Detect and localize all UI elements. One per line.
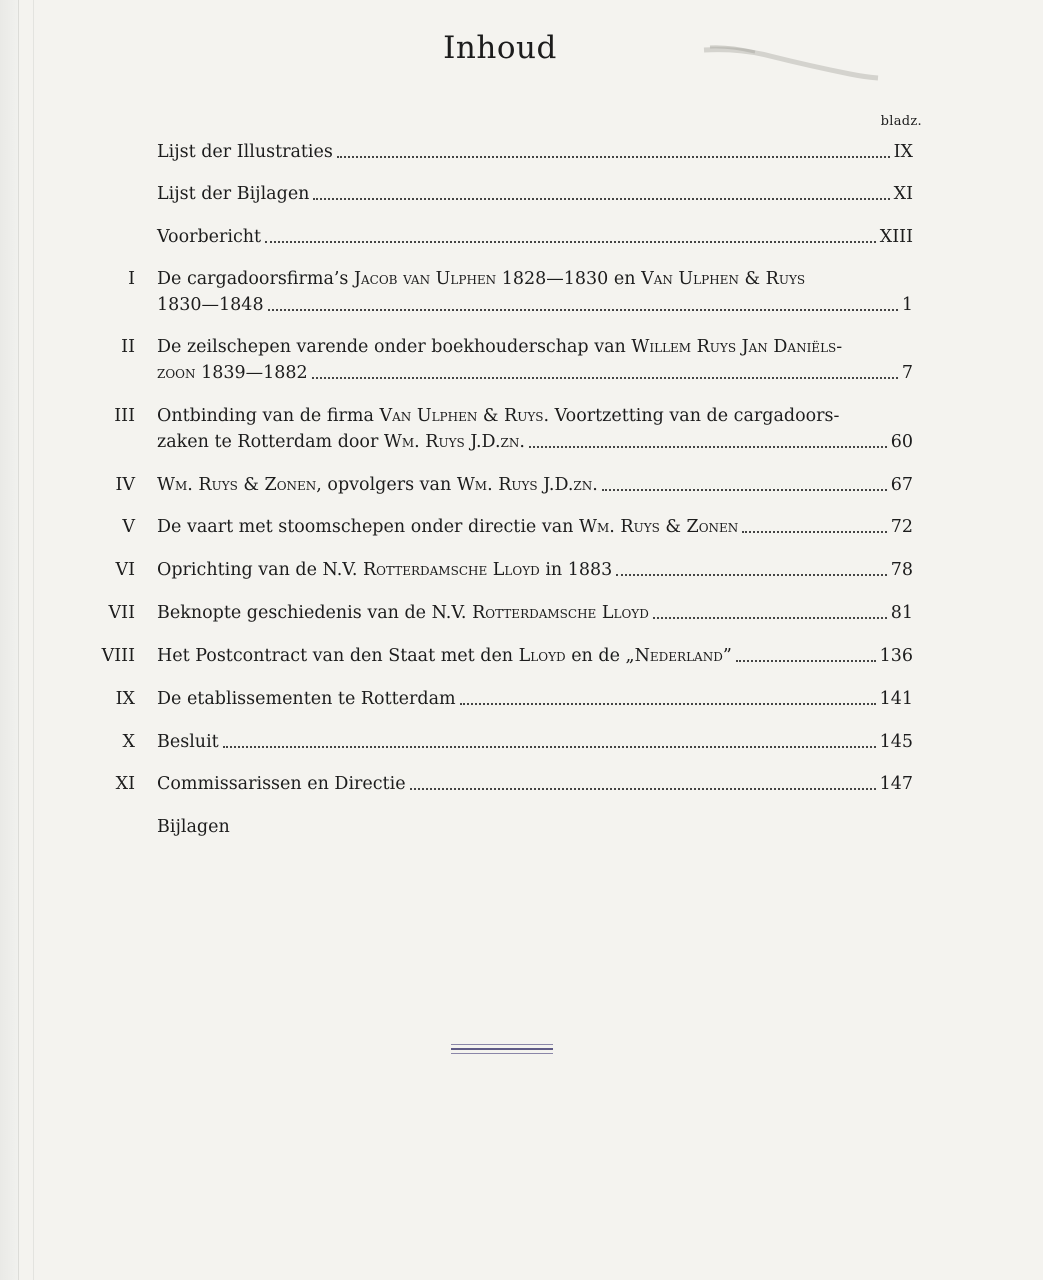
leader-dots [268,309,898,311]
toc-title-line: De cargadoorsfirma’s Jacob van Ulphen 1828—1830 en Van Ulphen & Ruys [157,269,806,289]
chapter-number: I [128,269,135,289]
leader-dots [313,198,889,200]
leader-dots [529,446,887,448]
leader-dots [616,574,886,576]
chapter-number: X [122,732,135,752]
decorative-rule [451,1048,553,1050]
toc-page: 7 [901,363,913,383]
toc-page: 78 [890,560,913,580]
toc-page: 81 [890,603,913,623]
chapter-number: VII [108,603,135,623]
leader-dots [410,788,876,790]
toc-page: 136 [879,646,913,666]
leader-dots [312,377,898,379]
leader-dots [736,660,876,662]
leader-dots [742,531,886,533]
toc-page: 141 [879,689,913,709]
leader-dots [223,746,876,748]
toc-page: XIII [879,227,913,247]
toc-page: 72 [890,517,913,537]
toc-title: Oprichting van de N.V. Rotterdamsche Lloyd in 1883 [157,560,613,580]
toc-title: Wm. Ruys & Zonen, opvolgers van Wm. Ruys J.D.zn. [157,475,598,495]
leader-dots [653,617,887,619]
decorative-rule [451,1044,553,1045]
chapter-number: III [114,406,135,426]
toc-page: 145 [879,732,913,752]
toc-title: Bijlagen [157,817,230,837]
chapter-number: VIII [101,646,135,666]
leader-dots [460,703,876,705]
chapter-number: VI [115,560,135,580]
toc-title: De etablissementen te Rotterdam [157,689,456,709]
gutter-line [33,0,34,1280]
leader-dots [337,156,890,158]
toc-page: 60 [890,432,913,452]
leader-dots [602,489,887,491]
chapter-number: XI [115,774,135,794]
toc-page: 147 [879,774,913,794]
decorative-rule [451,1053,553,1054]
chapter-number: II [121,337,135,357]
toc-title: Commissarissen en Directie [157,774,406,794]
chapter-number: IX [115,689,135,709]
gutter-line [18,0,19,1280]
toc-title: Besluit [157,732,219,752]
chapter-number: IV [115,475,135,495]
toc-title: Voorbericht [157,227,262,247]
toc-title: De vaart met stoomschepen onder directie van Wm. Ruys & Zonen [157,517,739,537]
toc-page: XI [893,184,913,204]
toc-title: Lijst der Illustraties [157,142,333,162]
toc-title-line: zoon 1839—1882 [157,363,308,383]
toc-title-line: De zeilschepen varende onder boekhouderschap van Willem Ruys Jan Daniëls- [157,337,843,357]
page-title: Inhoud [443,30,557,66]
toc-title-line: Ontbinding van de firma Van Ulphen & Ruys. Voortzetting van de cargadoors- [157,406,840,426]
toc-title: Lijst der Bijlagen [157,184,310,204]
toc-page: 1 [901,295,913,315]
page-gutter [0,0,18,1280]
toc-page: IX [893,142,913,162]
toc-page: 67 [890,475,913,495]
toc-title-line: 1830—1848 [157,295,264,315]
leader-dots [265,241,876,243]
chapter-number: V [122,517,135,537]
toc-title: Beknopte geschiedenis van de N.V. Rotterdamsche Lloyd [157,603,649,623]
toc-title: Het Postcontract van den Staat met den Lloyd en de „Nederland” [157,646,732,666]
toc-title-line: zaken te Rotterdam door Wm. Ruys J.D.zn. [157,432,525,452]
page-column-label: bladz. [880,114,922,129]
